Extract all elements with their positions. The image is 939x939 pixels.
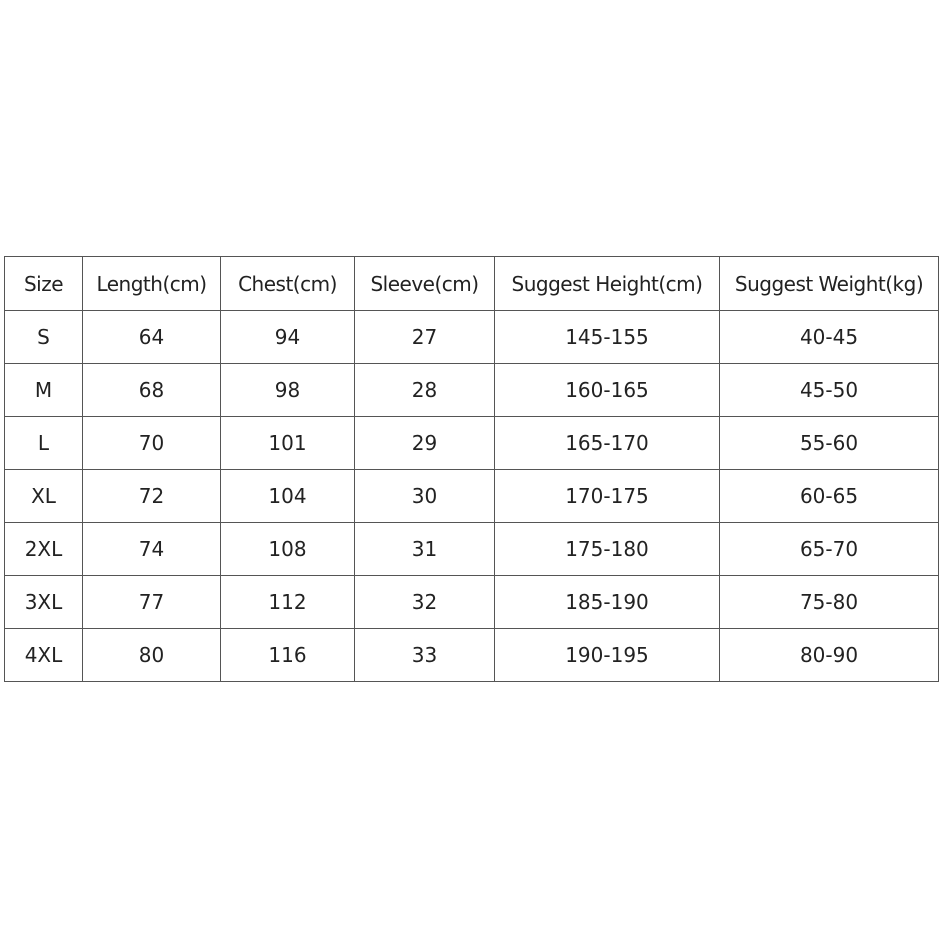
table-row (5, 470, 939, 523)
header-chest: Chest(cm) (221, 257, 355, 311)
table-row (5, 311, 939, 364)
header-suggest-weight: Suggest Weight(kg) (720, 257, 939, 311)
cell-suggest-weight: 65-70 (720, 523, 939, 576)
cell-chest: 116 (221, 629, 355, 682)
cell-chest: 112 (221, 576, 355, 629)
size-chart-table (4, 256, 939, 682)
size-chart-body (5, 311, 939, 682)
cell-sleeve: 29 (355, 417, 495, 470)
table-row (5, 576, 939, 629)
cell-length: 80 (83, 629, 221, 682)
cell-suggest-height: 175-180 (495, 523, 720, 576)
cell-length: 64 (83, 311, 221, 364)
table-row (5, 417, 939, 470)
cell-size: 4XL (5, 629, 83, 682)
cell-chest: 104 (221, 470, 355, 523)
cell-suggest-height: 170-175 (495, 470, 720, 523)
table-row (5, 364, 939, 417)
cell-sleeve: 28 (355, 364, 495, 417)
cell-suggest-weight: 55-60 (720, 417, 939, 470)
cell-sleeve: 33 (355, 629, 495, 682)
cell-suggest-weight: 60-65 (720, 470, 939, 523)
cell-size: XL (5, 470, 83, 523)
cell-chest: 101 (221, 417, 355, 470)
table-row (5, 629, 939, 682)
cell-suggest-weight: 75-80 (720, 576, 939, 629)
cell-suggest-height: 160-165 (495, 364, 720, 417)
cell-length: 70 (83, 417, 221, 470)
cell-suggest-height: 185-190 (495, 576, 720, 629)
cell-length: 77 (83, 576, 221, 629)
table-row (5, 523, 939, 576)
header-sleeve: Sleeve(cm) (355, 257, 495, 311)
cell-sleeve: 32 (355, 576, 495, 629)
header-row (5, 257, 939, 311)
size-chart-header (5, 257, 939, 311)
cell-size: L (5, 417, 83, 470)
cell-suggest-height: 145-155 (495, 311, 720, 364)
cell-suggest-height: 190-195 (495, 629, 720, 682)
header-suggest-height: Suggest Height(cm) (495, 257, 720, 311)
cell-size: S (5, 311, 83, 364)
cell-size: 2XL (5, 523, 83, 576)
header-length: Length(cm) (83, 257, 221, 311)
cell-sleeve: 31 (355, 523, 495, 576)
cell-suggest-weight: 40-45 (720, 311, 939, 364)
cell-size: M (5, 364, 83, 417)
cell-chest: 98 (221, 364, 355, 417)
cell-chest: 108 (221, 523, 355, 576)
cell-sleeve: 27 (355, 311, 495, 364)
cell-suggest-weight: 45-50 (720, 364, 939, 417)
cell-size: 3XL (5, 576, 83, 629)
cell-sleeve: 30 (355, 470, 495, 523)
cell-length: 72 (83, 470, 221, 523)
cell-suggest-height: 165-170 (495, 417, 720, 470)
cell-length: 68 (83, 364, 221, 417)
cell-suggest-weight: 80-90 (720, 629, 939, 682)
cell-chest: 94 (221, 311, 355, 364)
cell-length: 74 (83, 523, 221, 576)
header-size: Size (5, 257, 83, 311)
